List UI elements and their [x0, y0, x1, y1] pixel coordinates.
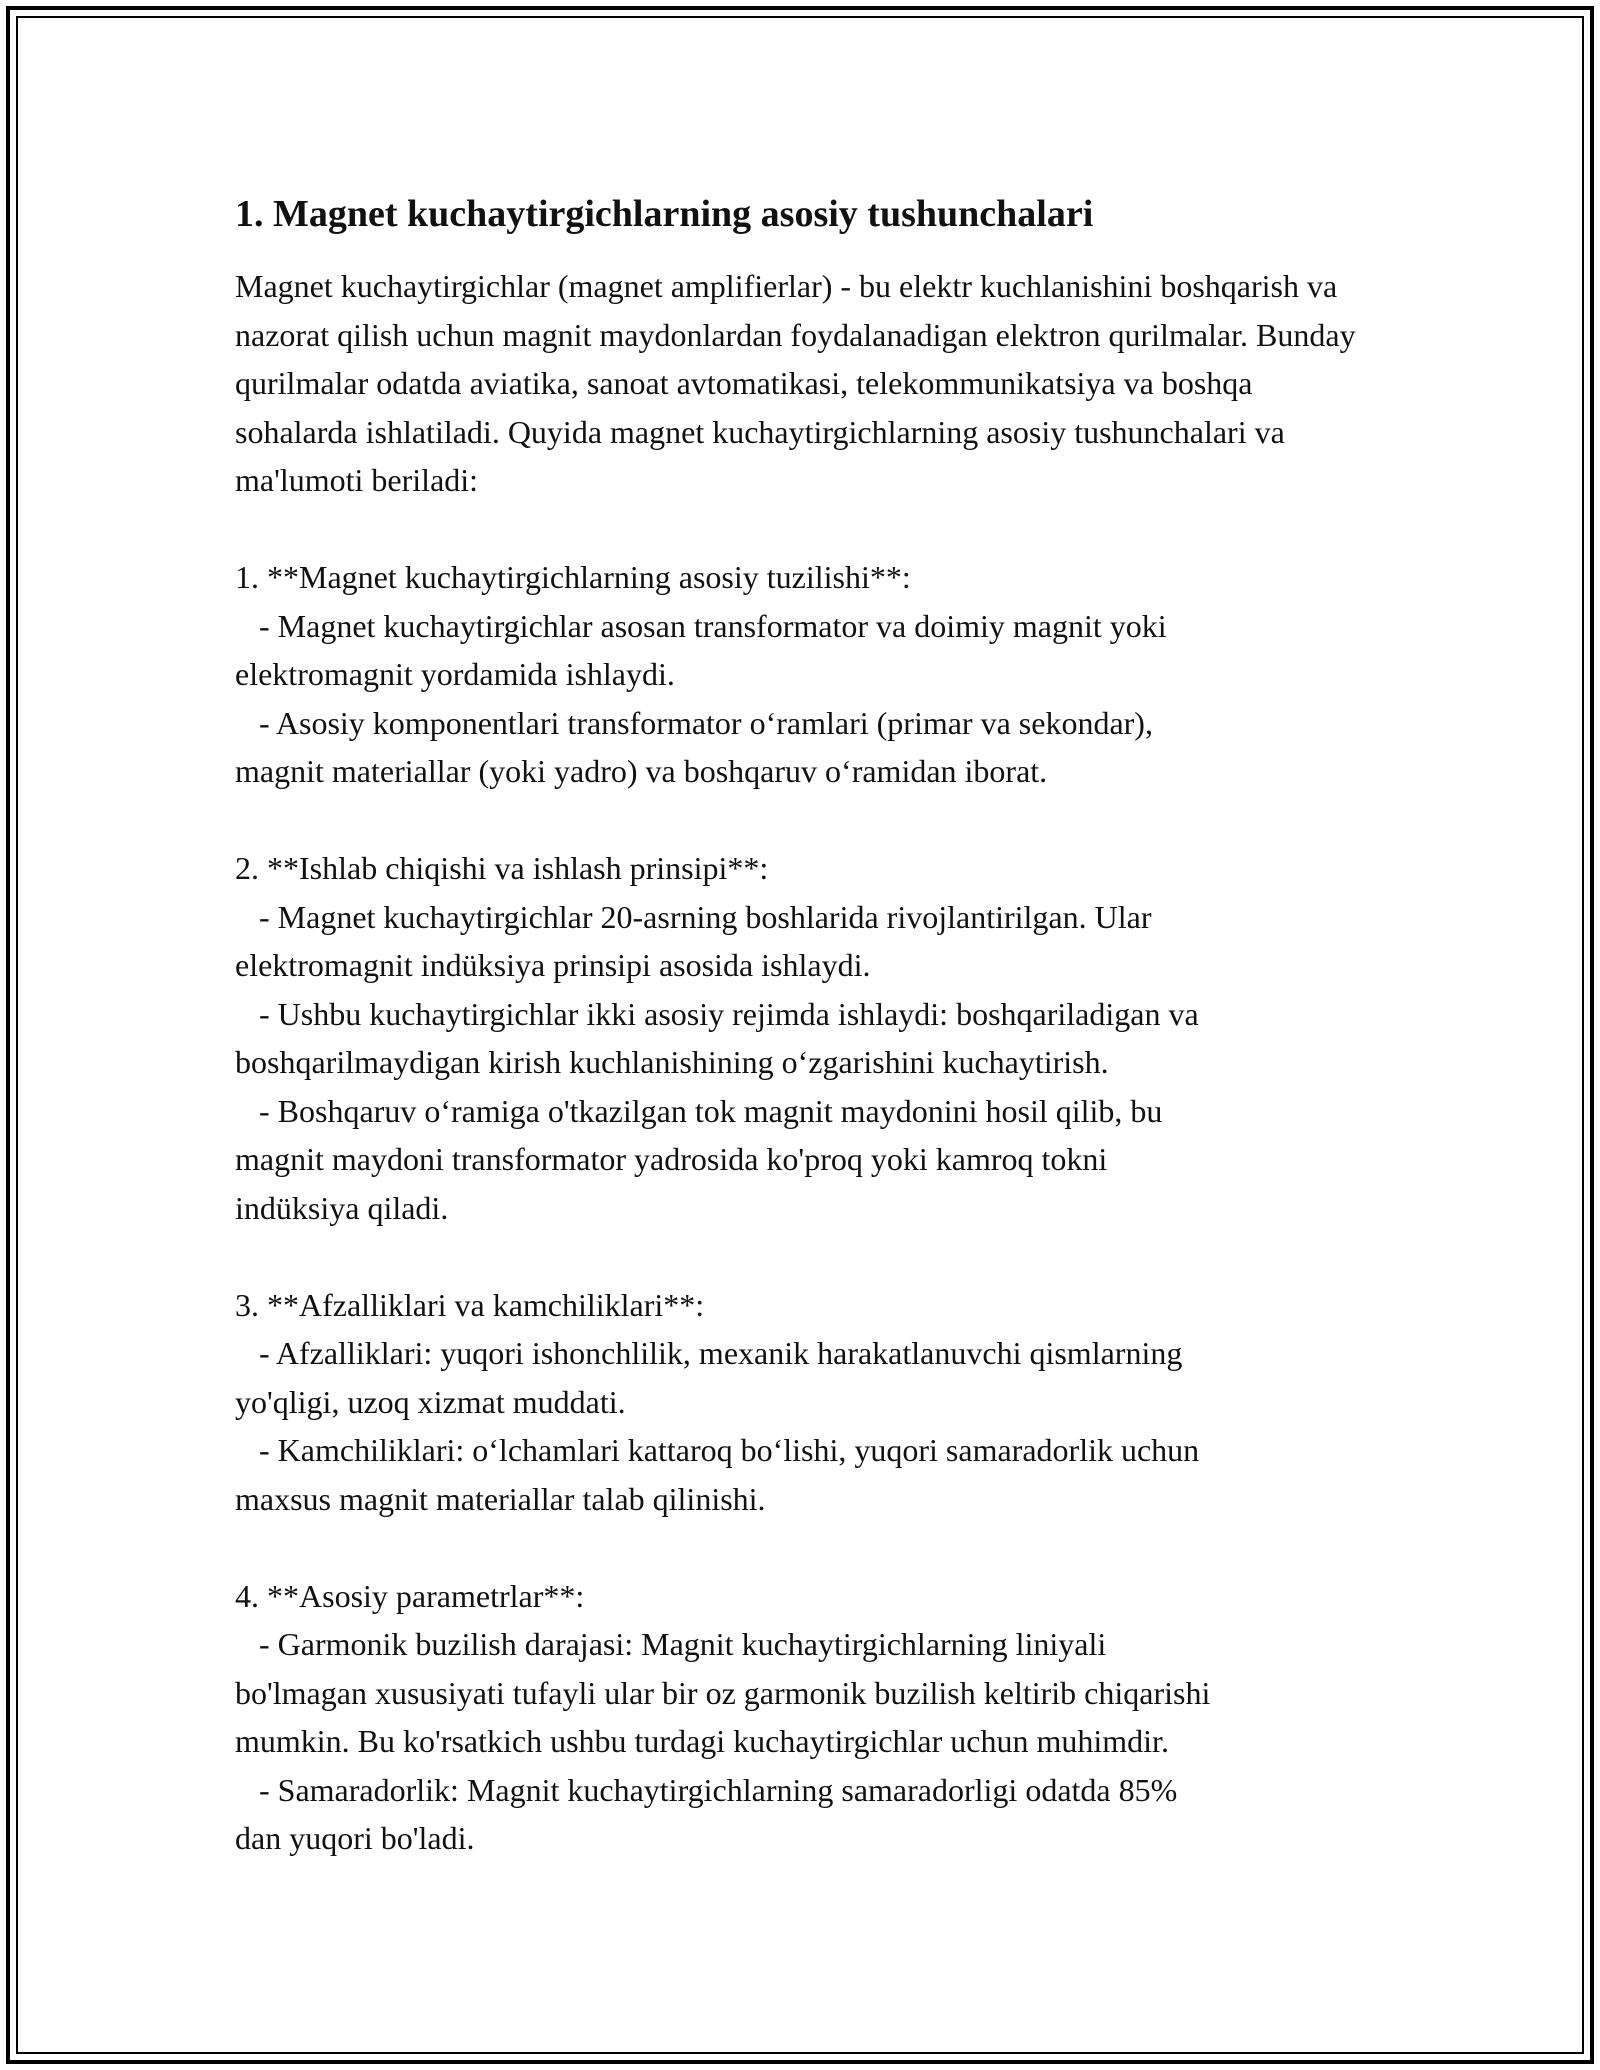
section-line: yo'qligi, uzoq xizmat muddati.	[235, 1383, 626, 1420]
section-line: - Asosiy komponentlari transformator o‘ramlari (primar va sekondar),	[235, 704, 1153, 741]
section-gap	[235, 1232, 1375, 1281]
intro-paragraph: Magnet kuchaytirgichlar (magnet amplifierlar) - bu elektr kuchlanishini boshqarish va nazorat qilish uchun magnit maydonlardan foydalanadigan elektron qurilmalar. Bunday qurilmalar odatda aviatika, sanoat avtomatikasi, telekommunikatsiya va boshqa sohalarda ishlatiladi. Quyida magnet kuchaytirgichlarning asosiy tushunchalari va ma'lumoti beriladi:	[235, 268, 1356, 498]
section-line: mumkin. Bu ko'rsatkich ushbu turdagi kuchaytirgichlar uchun muhimdir.	[235, 1723, 1169, 1759]
section-line: - Garmonik buzilish darajasi: Magnit kuchaytirgichlarning liniyali	[235, 1626, 1107, 1662]
section-heading: 2. **Ishlab chiqishi va ishlash prinsipi**:	[235, 850, 769, 886]
section-line: magnit maydoni transformator yadrosida ko'proq yoki kamroq tokni	[235, 1141, 1108, 1177]
section-line: elektromagnit indüksiya prinsipi asosida ishlaydi.	[235, 947, 871, 983]
section-line: boshqarilmaydigan kirish kuchlanishining o‘zgarishini kuchaytirish.	[235, 1044, 1109, 1080]
section-line: - Ushbu kuchaytirgichlar ikki asosiy rejimda ishlaydi: boshqariladigan va	[235, 995, 1199, 1032]
section-heading: 1. **Magnet kuchaytirgichlarning asosiy tuzilishi**:	[235, 559, 911, 595]
section-line: - Samaradorlik: Magnit kuchaytirgichlarning samaradorligi odatda 85%	[235, 1771, 1178, 1808]
section-gap	[235, 796, 1375, 845]
section-heading: 3. **Afzalliklari va kamchiliklari**:	[235, 1286, 705, 1323]
section-line: magnit materiallar (yoki yadro) va boshqaruv o‘ramidan iborat.	[235, 753, 1048, 789]
document-title: 1. Magnet kuchaytirgichlarning asosiy tushunchalari	[235, 193, 1094, 235]
section-gap	[235, 1523, 1375, 1572]
section-gap	[235, 505, 1375, 554]
section-line: - Boshqaruv o‘ramiga o'tkazilgan tok magnit maydonini hosil qilib, bu	[235, 1092, 1163, 1129]
section-line: - Afzalliklari: yuqori ishonchlilik, mexanik harakatlanuvchi qismlarning	[235, 1335, 1183, 1371]
section-line: dan yuqori bo'ladi.	[235, 1820, 475, 1856]
section-line: - Kamchiliklari: o‘lchamlari kattaroq bo‘lishi, yuqori samaradorlik uchun	[235, 1432, 1200, 1468]
document-body	[235, 188, 1375, 1863]
section-line: indüksiya qiladi.	[235, 1189, 449, 1226]
section-line: elektromagnit yordamida ishlaydi.	[235, 656, 675, 692]
section-line: bo'lmagan xususiyati tufayli ular bir oz garmonik buzilish keltirib chiqarishi	[235, 1674, 1211, 1711]
section-line: - Magnet kuchaytirgichlar asosan transformator va doimiy magnit yoki	[235, 607, 1167, 644]
section-heading: 4. **Asosiy parametrlar**:	[235, 1577, 585, 1614]
section-line: maxsus magnit materiallar talab qilinishi.	[235, 1480, 766, 1517]
section-line: - Magnet kuchaytirgichlar 20-asrning boshlarida rivojlantirilgan. Ular	[235, 898, 1152, 935]
